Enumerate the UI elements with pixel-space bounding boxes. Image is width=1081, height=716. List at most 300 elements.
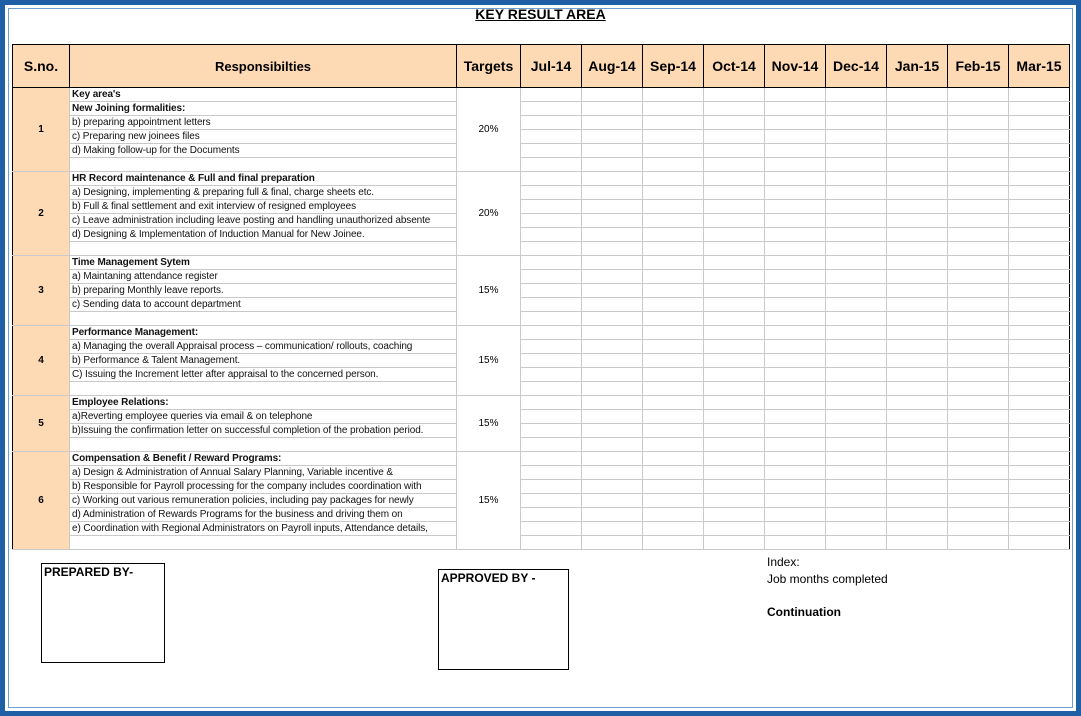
- month-cell[interactable]: [826, 88, 887, 102]
- month-cell[interactable]: [643, 326, 704, 340]
- month-cell[interactable]: [704, 410, 765, 424]
- month-cell[interactable]: [948, 228, 1009, 242]
- header-targets[interactable]: Targets: [457, 45, 521, 88]
- month-cell[interactable]: [887, 466, 948, 480]
- responsibility-line[interactable]: d) Designing & Implementation of Induction Manual for New Joinee.: [70, 228, 457, 242]
- month-cell[interactable]: [582, 494, 643, 508]
- month-cell[interactable]: [948, 396, 1009, 410]
- month-cell[interactable]: [704, 354, 765, 368]
- month-cell[interactable]: [1009, 522, 1070, 536]
- month-cell[interactable]: [948, 340, 1009, 354]
- month-cell[interactable]: [948, 158, 1009, 172]
- month-cell[interactable]: [582, 256, 643, 270]
- month-cell[interactable]: [1009, 452, 1070, 466]
- responsibility-line[interactable]: a)Reverting employee queries via email & on telephone: [70, 410, 457, 424]
- month-cell[interactable]: [948, 382, 1009, 396]
- responsibility-line[interactable]: [70, 158, 457, 172]
- month-cell[interactable]: [887, 508, 948, 522]
- month-cell[interactable]: [765, 354, 826, 368]
- month-cell[interactable]: [826, 424, 887, 438]
- month-cell[interactable]: [521, 438, 582, 452]
- responsibility-line[interactable]: d) Administration of Rewards Programs for the business and driving them on: [70, 508, 457, 522]
- month-cell[interactable]: [765, 116, 826, 130]
- month-cell[interactable]: [582, 102, 643, 116]
- month-cell[interactable]: [1009, 270, 1070, 284]
- month-cell[interactable]: [765, 172, 826, 186]
- month-cell[interactable]: [765, 410, 826, 424]
- month-cell[interactable]: [582, 214, 643, 228]
- month-cell[interactable]: [582, 480, 643, 494]
- month-cell[interactable]: [948, 354, 1009, 368]
- month-cell[interactable]: [704, 228, 765, 242]
- month-cell[interactable]: [948, 424, 1009, 438]
- month-cell[interactable]: [1009, 494, 1070, 508]
- month-cell[interactable]: [887, 200, 948, 214]
- responsibility-line[interactable]: b) Performance & Talent Management.: [70, 354, 457, 368]
- month-cell[interactable]: [704, 340, 765, 354]
- month-cell[interactable]: [643, 270, 704, 284]
- month-cell[interactable]: [948, 494, 1009, 508]
- month-cell[interactable]: [1009, 536, 1070, 550]
- month-cell[interactable]: [826, 144, 887, 158]
- month-cell[interactable]: [582, 452, 643, 466]
- month-cell[interactable]: [704, 242, 765, 256]
- month-cell[interactable]: [948, 368, 1009, 382]
- month-cell[interactable]: [521, 354, 582, 368]
- month-cell[interactable]: [765, 88, 826, 102]
- month-cell[interactable]: [582, 438, 643, 452]
- month-cell[interactable]: [948, 172, 1009, 186]
- month-cell[interactable]: [948, 438, 1009, 452]
- month-cell[interactable]: [521, 214, 582, 228]
- month-cell[interactable]: [765, 298, 826, 312]
- month-cell[interactable]: [887, 144, 948, 158]
- month-cell[interactable]: [521, 270, 582, 284]
- month-cell[interactable]: [887, 130, 948, 144]
- month-cell[interactable]: [826, 452, 887, 466]
- responsibility-line[interactable]: d) Making follow-up for the Documents: [70, 144, 457, 158]
- month-cell[interactable]: [521, 424, 582, 438]
- month-cell[interactable]: [1009, 144, 1070, 158]
- month-cell[interactable]: [582, 88, 643, 102]
- sno-cell[interactable]: 3: [13, 256, 70, 326]
- target-cell[interactable]: 20%: [457, 172, 521, 256]
- month-cell[interactable]: [704, 480, 765, 494]
- header-month[interactable]: Jan-15: [887, 45, 948, 88]
- month-cell[interactable]: [826, 270, 887, 284]
- responsibility-heading[interactable]: HR Record maintenance & Full and final preparation: [70, 172, 457, 186]
- month-cell[interactable]: [704, 368, 765, 382]
- month-cell[interactable]: [643, 172, 704, 186]
- month-cell[interactable]: [765, 256, 826, 270]
- month-cell[interactable]: [765, 312, 826, 326]
- month-cell[interactable]: [643, 494, 704, 508]
- month-cell[interactable]: [1009, 396, 1070, 410]
- month-cell[interactable]: [521, 284, 582, 298]
- month-cell[interactable]: [826, 522, 887, 536]
- month-cell[interactable]: [887, 214, 948, 228]
- month-cell[interactable]: [887, 354, 948, 368]
- month-cell[interactable]: [521, 172, 582, 186]
- month-cell[interactable]: [887, 494, 948, 508]
- month-cell[interactable]: [765, 326, 826, 340]
- month-cell[interactable]: [521, 508, 582, 522]
- month-cell[interactable]: [521, 200, 582, 214]
- month-cell[interactable]: [948, 144, 1009, 158]
- month-cell[interactable]: [1009, 228, 1070, 242]
- month-cell[interactable]: [887, 522, 948, 536]
- month-cell[interactable]: [826, 396, 887, 410]
- responsibility-line[interactable]: a) Maintaning attendance register: [70, 270, 457, 284]
- month-cell[interactable]: [765, 270, 826, 284]
- month-cell[interactable]: [643, 452, 704, 466]
- month-cell[interactable]: [765, 508, 826, 522]
- month-cell[interactable]: [765, 368, 826, 382]
- month-cell[interactable]: [582, 536, 643, 550]
- responsibility-line[interactable]: b) preparing Monthly leave reports.: [70, 284, 457, 298]
- responsibility-line[interactable]: [70, 382, 457, 396]
- month-cell[interactable]: [704, 144, 765, 158]
- month-cell[interactable]: [704, 494, 765, 508]
- responsibility-line[interactable]: b) Responsible for Payroll processing for the company includes coordination with: [70, 480, 457, 494]
- month-cell[interactable]: [1009, 354, 1070, 368]
- responsibility-heading[interactable]: Key area's: [70, 88, 457, 102]
- month-cell[interactable]: [521, 312, 582, 326]
- responsibility-line[interactable]: a) Designing, implementing & preparing full & final, charge sheets etc.: [70, 186, 457, 200]
- month-cell[interactable]: [1009, 438, 1070, 452]
- month-cell[interactable]: [1009, 382, 1070, 396]
- month-cell[interactable]: [1009, 242, 1070, 256]
- month-cell[interactable]: [765, 158, 826, 172]
- month-cell[interactable]: [643, 480, 704, 494]
- month-cell[interactable]: [887, 536, 948, 550]
- responsibility-line[interactable]: a) Managing the overall Appraisal process – communication/ rollouts, coaching: [70, 340, 457, 354]
- month-cell[interactable]: [582, 410, 643, 424]
- sno-cell[interactable]: 1: [13, 88, 70, 172]
- month-cell[interactable]: [826, 284, 887, 298]
- month-cell[interactable]: [704, 326, 765, 340]
- month-cell[interactable]: [887, 228, 948, 242]
- month-cell[interactable]: [887, 242, 948, 256]
- responsibility-line[interactable]: c) Leave administration including leave posting and handling unauthorized absente: [70, 214, 457, 228]
- month-cell[interactable]: [521, 368, 582, 382]
- month-cell[interactable]: [521, 396, 582, 410]
- month-cell[interactable]: [765, 396, 826, 410]
- header-month[interactable]: Sep-14: [643, 45, 704, 88]
- month-cell[interactable]: [643, 284, 704, 298]
- month-cell[interactable]: [643, 158, 704, 172]
- month-cell[interactable]: [643, 102, 704, 116]
- month-cell[interactable]: [643, 242, 704, 256]
- month-cell[interactable]: [521, 494, 582, 508]
- month-cell[interactable]: [948, 536, 1009, 550]
- header-sno[interactable]: S.no.: [13, 45, 70, 88]
- month-cell[interactable]: [1009, 508, 1070, 522]
- month-cell[interactable]: [704, 452, 765, 466]
- month-cell[interactable]: [826, 130, 887, 144]
- month-cell[interactable]: [582, 508, 643, 522]
- month-cell[interactable]: [887, 186, 948, 200]
- month-cell[interactable]: [704, 214, 765, 228]
- month-cell[interactable]: [948, 466, 1009, 480]
- month-cell[interactable]: [521, 242, 582, 256]
- month-cell[interactable]: [765, 102, 826, 116]
- responsibility-line[interactable]: b) Full & final settlement and exit interview of resigned employees: [70, 200, 457, 214]
- month-cell[interactable]: [704, 396, 765, 410]
- month-cell[interactable]: [948, 214, 1009, 228]
- header-month[interactable]: Jul-14: [521, 45, 582, 88]
- month-cell[interactable]: [582, 242, 643, 256]
- sno-cell[interactable]: 2: [13, 172, 70, 256]
- month-cell[interactable]: [704, 256, 765, 270]
- header-month[interactable]: Oct-14: [704, 45, 765, 88]
- header-month[interactable]: Dec-14: [826, 45, 887, 88]
- month-cell[interactable]: [643, 522, 704, 536]
- month-cell[interactable]: [826, 256, 887, 270]
- month-cell[interactable]: [826, 410, 887, 424]
- month-cell[interactable]: [765, 424, 826, 438]
- month-cell[interactable]: [765, 480, 826, 494]
- month-cell[interactable]: [887, 452, 948, 466]
- month-cell[interactable]: [582, 270, 643, 284]
- month-cell[interactable]: [826, 214, 887, 228]
- month-cell[interactable]: [643, 228, 704, 242]
- month-cell[interactable]: [887, 116, 948, 130]
- header-responsibilities[interactable]: Responsibilties: [70, 45, 457, 88]
- month-cell[interactable]: [643, 144, 704, 158]
- month-cell[interactable]: [948, 326, 1009, 340]
- month-cell[interactable]: [643, 298, 704, 312]
- month-cell[interactable]: [1009, 116, 1070, 130]
- month-cell[interactable]: [948, 130, 1009, 144]
- month-cell[interactable]: [582, 466, 643, 480]
- month-cell[interactable]: [704, 186, 765, 200]
- month-cell[interactable]: [582, 368, 643, 382]
- month-cell[interactable]: [887, 340, 948, 354]
- month-cell[interactable]: [948, 270, 1009, 284]
- month-cell[interactable]: [643, 312, 704, 326]
- month-cell[interactable]: [948, 508, 1009, 522]
- month-cell[interactable]: [521, 158, 582, 172]
- month-cell[interactable]: [765, 382, 826, 396]
- month-cell[interactable]: [765, 452, 826, 466]
- responsibility-heading[interactable]: Performance Management:: [70, 326, 457, 340]
- month-cell[interactable]: [765, 228, 826, 242]
- approved-by-box[interactable]: [438, 569, 569, 670]
- header-month[interactable]: Mar-15: [1009, 45, 1070, 88]
- month-cell[interactable]: [521, 452, 582, 466]
- month-cell[interactable]: [582, 354, 643, 368]
- month-cell[interactable]: [765, 284, 826, 298]
- month-cell[interactable]: [1009, 102, 1070, 116]
- month-cell[interactable]: [1009, 466, 1070, 480]
- month-cell[interactable]: [887, 410, 948, 424]
- month-cell[interactable]: [826, 172, 887, 186]
- month-cell[interactable]: [765, 186, 826, 200]
- month-cell[interactable]: [643, 410, 704, 424]
- month-cell[interactable]: [948, 88, 1009, 102]
- month-cell[interactable]: [887, 270, 948, 284]
- month-cell[interactable]: [643, 382, 704, 396]
- month-cell[interactable]: [582, 172, 643, 186]
- month-cell[interactable]: [704, 424, 765, 438]
- month-cell[interactable]: [826, 186, 887, 200]
- month-cell[interactable]: [826, 438, 887, 452]
- month-cell[interactable]: [643, 466, 704, 480]
- month-cell[interactable]: [643, 340, 704, 354]
- header-month[interactable]: Aug-14: [582, 45, 643, 88]
- month-cell[interactable]: [1009, 256, 1070, 270]
- responsibility-line[interactable]: C) Issuing the Increment letter after appraisal to the concerned person.: [70, 368, 457, 382]
- month-cell[interactable]: [521, 410, 582, 424]
- month-cell[interactable]: [1009, 424, 1070, 438]
- month-cell[interactable]: [643, 536, 704, 550]
- month-cell[interactable]: [826, 102, 887, 116]
- month-cell[interactable]: [582, 382, 643, 396]
- responsibility-line[interactable]: c) Preparing new joinees files: [70, 130, 457, 144]
- month-cell[interactable]: [521, 130, 582, 144]
- target-cell[interactable]: 15%: [457, 326, 521, 396]
- responsibility-line[interactable]: b) preparing appointment letters: [70, 116, 457, 130]
- month-cell[interactable]: [1009, 158, 1070, 172]
- month-cell[interactable]: [521, 102, 582, 116]
- month-cell[interactable]: [887, 396, 948, 410]
- month-cell[interactable]: [1009, 172, 1070, 186]
- month-cell[interactable]: [887, 326, 948, 340]
- responsibility-heading[interactable]: Employee Relations:: [70, 396, 457, 410]
- month-cell[interactable]: [582, 396, 643, 410]
- month-cell[interactable]: [887, 88, 948, 102]
- month-cell[interactable]: [826, 340, 887, 354]
- sno-cell[interactable]: 5: [13, 396, 70, 452]
- responsibility-line[interactable]: [70, 438, 457, 452]
- month-cell[interactable]: [704, 88, 765, 102]
- month-cell[interactable]: [826, 466, 887, 480]
- month-cell[interactable]: [582, 228, 643, 242]
- month-cell[interactable]: [704, 536, 765, 550]
- month-cell[interactable]: [521, 256, 582, 270]
- month-cell[interactable]: [887, 256, 948, 270]
- month-cell[interactable]: [704, 102, 765, 116]
- month-cell[interactable]: [704, 438, 765, 452]
- month-cell[interactable]: [948, 452, 1009, 466]
- month-cell[interactable]: [521, 326, 582, 340]
- month-cell[interactable]: [826, 200, 887, 214]
- month-cell[interactable]: [1009, 214, 1070, 228]
- month-cell[interactable]: [582, 284, 643, 298]
- month-cell[interactable]: [643, 354, 704, 368]
- month-cell[interactable]: [1009, 480, 1070, 494]
- month-cell[interactable]: [826, 508, 887, 522]
- month-cell[interactable]: [1009, 200, 1070, 214]
- month-cell[interactable]: [765, 522, 826, 536]
- month-cell[interactable]: [643, 186, 704, 200]
- month-cell[interactable]: [887, 480, 948, 494]
- month-cell[interactable]: [1009, 326, 1070, 340]
- month-cell[interactable]: [948, 312, 1009, 326]
- month-cell[interactable]: [765, 214, 826, 228]
- responsibility-line[interactable]: [70, 536, 457, 550]
- month-cell[interactable]: [948, 256, 1009, 270]
- month-cell[interactable]: [948, 102, 1009, 116]
- month-cell[interactable]: [765, 200, 826, 214]
- month-cell[interactable]: [704, 508, 765, 522]
- month-cell[interactable]: [643, 508, 704, 522]
- month-cell[interactable]: [521, 480, 582, 494]
- month-cell[interactable]: [643, 214, 704, 228]
- target-cell[interactable]: 15%: [457, 396, 521, 452]
- month-cell[interactable]: [582, 158, 643, 172]
- month-cell[interactable]: [521, 228, 582, 242]
- month-cell[interactable]: [521, 382, 582, 396]
- month-cell[interactable]: [704, 116, 765, 130]
- month-cell[interactable]: [704, 466, 765, 480]
- month-cell[interactable]: [582, 116, 643, 130]
- month-cell[interactable]: [826, 480, 887, 494]
- month-cell[interactable]: [582, 144, 643, 158]
- responsibility-line[interactable]: e) Coordination with Regional Administrators on Payroll inputs, Attendance details,: [70, 522, 457, 536]
- month-cell[interactable]: [887, 312, 948, 326]
- month-cell[interactable]: [765, 242, 826, 256]
- month-cell[interactable]: [643, 438, 704, 452]
- month-cell[interactable]: [704, 158, 765, 172]
- responsibility-heading[interactable]: Time Management Sytem: [70, 256, 457, 270]
- month-cell[interactable]: [582, 312, 643, 326]
- month-cell[interactable]: [582, 522, 643, 536]
- month-cell[interactable]: [643, 88, 704, 102]
- month-cell[interactable]: [1009, 284, 1070, 298]
- month-cell[interactable]: [521, 298, 582, 312]
- month-cell[interactable]: [582, 298, 643, 312]
- responsibility-line[interactable]: a) Design & Administration of Annual Salary Planning, Variable incentive &: [70, 466, 457, 480]
- month-cell[interactable]: [887, 424, 948, 438]
- month-cell[interactable]: [643, 200, 704, 214]
- month-cell[interactable]: [1009, 340, 1070, 354]
- month-cell[interactable]: [826, 494, 887, 508]
- month-cell[interactable]: [704, 522, 765, 536]
- month-cell[interactable]: [582, 130, 643, 144]
- month-cell[interactable]: [582, 340, 643, 354]
- month-cell[interactable]: [826, 228, 887, 242]
- month-cell[interactable]: [704, 284, 765, 298]
- target-cell[interactable]: 20%: [457, 88, 521, 172]
- month-cell[interactable]: [1009, 312, 1070, 326]
- month-cell[interactable]: [765, 144, 826, 158]
- month-cell[interactable]: [887, 438, 948, 452]
- month-cell[interactable]: [521, 340, 582, 354]
- month-cell[interactable]: [704, 270, 765, 284]
- header-month[interactable]: Feb-15: [948, 45, 1009, 88]
- responsibility-line[interactable]: b)Issuing the confirmation letter on successful completion of the probation period.: [70, 424, 457, 438]
- month-cell[interactable]: [826, 242, 887, 256]
- month-cell[interactable]: [1009, 368, 1070, 382]
- month-cell[interactable]: [521, 536, 582, 550]
- month-cell[interactable]: [948, 522, 1009, 536]
- month-cell[interactable]: [704, 298, 765, 312]
- month-cell[interactable]: [887, 368, 948, 382]
- month-cell[interactable]: [521, 466, 582, 480]
- month-cell[interactable]: [521, 144, 582, 158]
- month-cell[interactable]: [643, 396, 704, 410]
- month-cell[interactable]: [643, 116, 704, 130]
- month-cell[interactable]: [704, 382, 765, 396]
- month-cell[interactable]: [643, 130, 704, 144]
- month-cell[interactable]: [826, 354, 887, 368]
- month-cell[interactable]: [582, 326, 643, 340]
- responsibility-line[interactable]: [70, 242, 457, 256]
- month-cell[interactable]: [765, 494, 826, 508]
- month-cell[interactable]: [704, 200, 765, 214]
